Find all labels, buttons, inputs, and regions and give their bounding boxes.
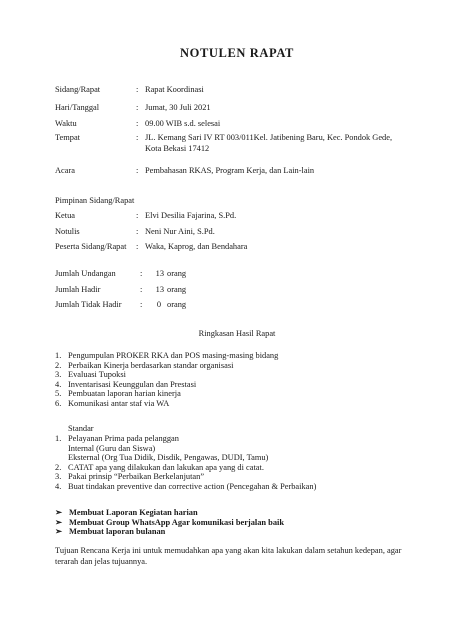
list-number: 6. [55,398,62,408]
attendance-count-tidak-hadir: 0 [156,300,161,309]
list-text: Pelayanan Prima pada pelanggan [68,434,179,443]
list-text: Pembuatan laporan harian kinerja [68,389,181,399]
list-item [55,463,316,473]
attendance-count-undangan: 13 [155,269,164,278]
summary-heading: Ringkasan Hasil Rapat [198,329,276,338]
list-number: 1. [55,351,62,360]
attendance-label-hadir: Jumlah Hadir [55,285,101,294]
info-value-hari: Jumat, 30 Juli 2021 [145,103,211,112]
list-item [55,361,278,371]
attendance-colon: : [140,300,143,309]
people-colon: : [136,211,139,220]
info-label-tempat: Tempat [55,133,80,142]
action-text: Membuat laporan bulanan [69,527,166,537]
info-value-waktu: 09.00 WIB s.d. selesai [145,119,221,128]
attendance-colon: : [140,269,143,278]
list-item [55,389,278,399]
attendance-unit: orang [167,300,187,309]
info-label-hari: Hari/Tanggal [55,103,100,112]
document-title: NOTULEN RAPAT [180,46,294,60]
standar-heading: Standar [68,424,94,433]
list-text: Pakai prinsip “Perbaikan Berkelanjutan” [68,472,205,482]
info-colon: : [136,133,139,142]
list-text: Perbaikan Kinerja berdasarkan standar organisasi [68,360,234,370]
summary-list [55,351,278,409]
list-number: 2. [55,360,62,370]
attendance-colon: : [140,285,143,294]
info-colon: : [136,103,139,112]
list-text: Inventarisasi Keunggulan dan Prestasi [68,379,197,389]
list-text: Pengumpulan PROKER RKA dan POS masing-masing bidang [68,351,279,360]
action-item [55,518,284,528]
info-label-acara: Acara [55,166,75,175]
people-value-notulis: Neni Nur Aini, S.Pd. [145,227,215,236]
attendance-label-tidak-hadir: Jumlah Tidak Hadir [55,300,122,309]
list-number: 4. [55,379,62,389]
people-colon: : [136,227,139,236]
list-number: 2. [55,462,62,472]
list-number: 3. [55,472,62,482]
info-value-tempat: JL. Kemang Sari IV RT 003/011Kel. Jatibening Baru, Kec. Pondok Gede, [145,133,393,142]
list-number: 3. [55,370,62,380]
people-label-notulis: Notulis [55,227,80,236]
info-colon: : [136,119,139,128]
list-text: Buat tindakan preventive dan corrective action (Pencegahan & Perbaikan) [68,481,317,491]
info-value-tempat-line2: Kota Bekasi 17412 [145,144,210,153]
list-item [55,482,316,492]
arrow-bullet-icon: ➢ [55,508,63,517]
attendance-unit: orang [167,269,187,278]
list-text: CATAT apa yang dilakukan dan lakukan apa yang di catat. [68,462,264,472]
list-number: 1. [55,434,62,443]
pimpinan-heading: Pimpinan Sidang/Rapat [55,196,135,205]
attendance-label-undangan: Jumlah Undangan [55,269,116,278]
people-value-ketua: Elvi Desilia Fajarina, S.Pd. [145,211,237,220]
people-label-ketua: Ketua [55,211,75,220]
standar-list [55,434,316,492]
info-colon: : [136,85,139,94]
list-item [55,399,278,409]
action-item [55,527,284,537]
people-value-peserta: Waka, Kaprog, dan Bendahara [145,242,248,251]
list-item [55,380,278,390]
list-subitem [55,453,316,463]
people-colon: : [136,242,139,251]
action-text: Membuat Group WhatsApp Agar komunikasi berjalan baik [69,517,285,527]
list-text: Evaluasi Tupoksi [68,370,126,380]
info-colon: : [136,166,139,175]
closing-paragraph: Tujuan Rencana Kerja ini untuk memudahkan apa yang akan kita lakukan dalam setahun kedepan, agar terarah dan jelas tujuannya. [55,546,402,566]
arrow-bullet-icon: ➢ [55,527,63,537]
info-label-sidang: Sidang/Rapat [55,85,101,94]
action-text: Membuat Laporan Kegiatan harian [69,508,198,517]
info-value-acara: Pembahasan RKAS, Program Kerja, dan Lain-lain [145,166,315,175]
info-value-sidang: Rapat Koordinasi [145,85,204,94]
list-item [55,434,316,444]
action-list [55,508,284,537]
people-label-peserta: Peserta Sidang/Rapat [55,242,127,251]
arrow-bullet-icon: ➢ [55,517,63,527]
list-subitem [55,444,316,454]
info-label-waktu: Waktu [55,119,77,128]
attendance-unit: orang [167,285,187,294]
attendance-count-hadir: 13 [155,285,164,294]
list-subtext: Internal (Guru dan Siswa) [68,443,156,453]
action-item [55,508,284,518]
list-number: 4. [55,481,62,491]
list-item [55,472,316,482]
list-number: 5. [55,389,62,399]
list-subtext: Eksternal (Org Tua Didik, Disdik, Pengawas, DUDI, Tamu) [68,453,269,463]
list-item [55,351,278,361]
list-item [55,370,278,380]
list-text: Komunikasi antar staf via WA [68,398,170,408]
